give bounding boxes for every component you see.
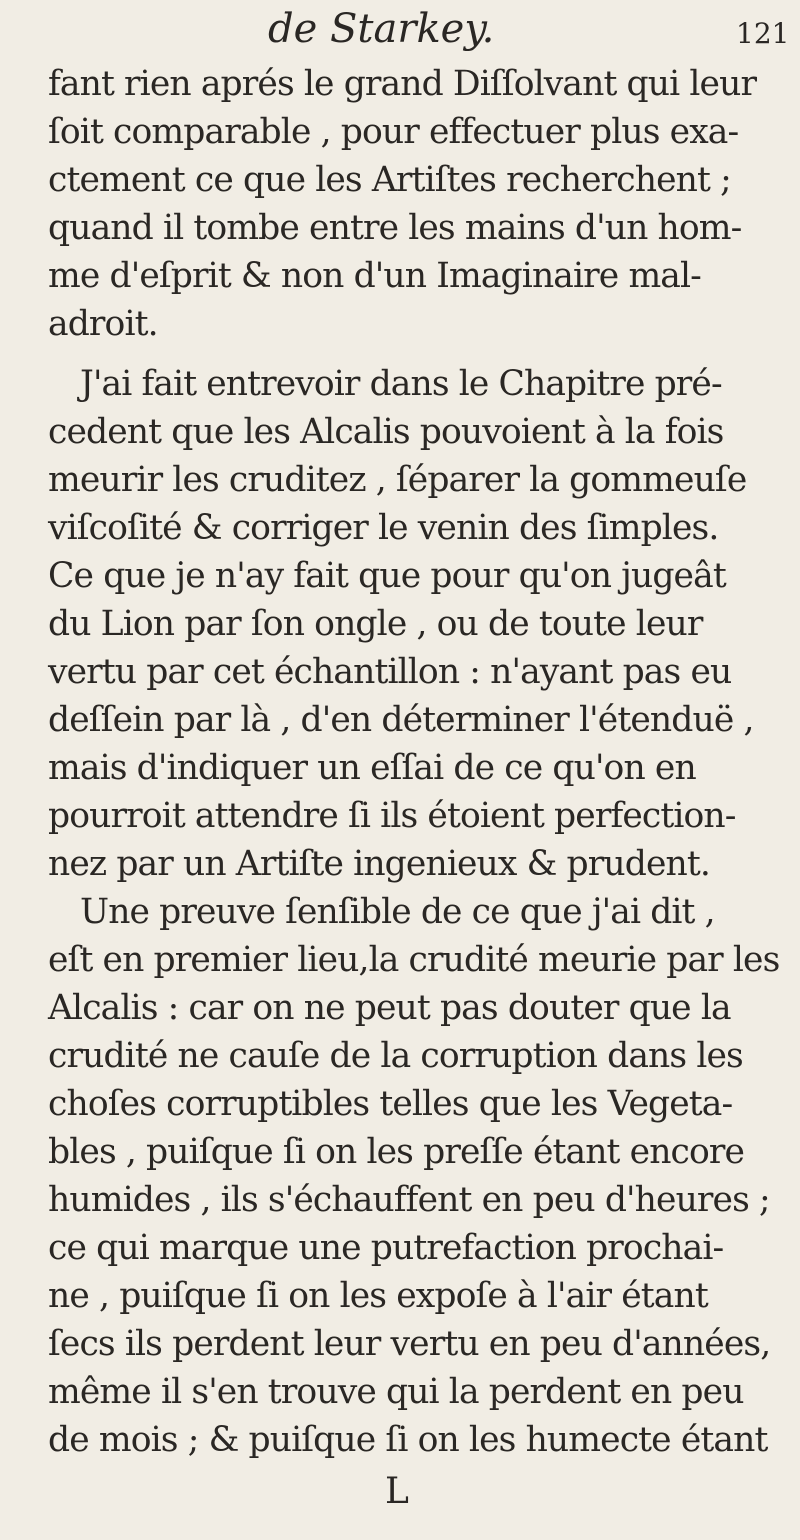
text-line: humides , ils s'échauffent en peu d'heures ; bbox=[48, 1180, 770, 1220]
text-line: même il s'en trouve qui la perdent en peu bbox=[48, 1372, 744, 1412]
text-line: Ce que je n'ay fait que pour qu'on jugeât bbox=[48, 556, 726, 596]
text-line: eſt en premier lieu,la crudité meurie par les bbox=[48, 940, 780, 980]
text-line: choſes corruptibles telles que les Vegeta- bbox=[48, 1084, 733, 1124]
text-line: me d'eſprit & non d'un Imaginaire mal- bbox=[48, 256, 701, 296]
page-number: 121 bbox=[736, 17, 790, 50]
text-line: mais d'indiquer un eſſai de ce qu'on en bbox=[48, 748, 696, 788]
text-line: ctement ce que les Artiſtes recherchent ; bbox=[48, 160, 731, 200]
text-line: crudité ne cauſe de la corruption dans les bbox=[48, 1036, 743, 1076]
page-header bbox=[0, 2, 800, 54]
running-title: de Starkey. bbox=[268, 6, 495, 52]
text-line: meurir les cruditez , ſéparer la gommeuſe bbox=[48, 460, 747, 500]
text-line: cedent que les Alcalis pouvoient à la fois bbox=[48, 412, 724, 452]
text-line: quand il tombe entre les mains d'un hom- bbox=[48, 208, 742, 248]
text-line: deſſein par là , d'en déterminer l'étenduë , bbox=[48, 700, 754, 740]
text-line: fant rien aprés le grand Diſſolvant qui leur bbox=[48, 64, 757, 104]
text-line: du Lion par ſon ongle , ou de toute leur bbox=[48, 604, 703, 644]
text-line: ſoit comparable , pour effectuer plus exa- bbox=[48, 112, 739, 152]
text-line: ce qui marque une putrefaction prochai- bbox=[48, 1228, 724, 1268]
text-line: Alcalis : car on ne peut pas douter que la bbox=[48, 988, 731, 1028]
text-line: adroit. bbox=[48, 304, 158, 344]
signature-mark: L bbox=[385, 1471, 409, 1512]
text-line: pourroit attendre ſi ils étoient perfection- bbox=[48, 796, 736, 836]
paragraph-start-line: Une preuve ſenſible de ce que j'ai dit , bbox=[80, 892, 715, 932]
text-line: bles , puiſque ſi on les preſſe étant encore bbox=[48, 1132, 745, 1172]
paragraph-start-line: J'ai fait entrevoir dans le Chapitre pré- bbox=[80, 364, 722, 404]
text-line: de mois ; & puiſque ſi on les humecte étant bbox=[48, 1420, 768, 1460]
text-line: viſcoſité & corriger le venin des ſimples. bbox=[48, 508, 719, 548]
text-line: vertu par cet échantillon : n'ayant pas eu bbox=[48, 652, 732, 692]
text-line: ſecs ils perdent leur vertu en peu d'années, bbox=[48, 1324, 771, 1364]
text-line: nez par un Artiſte ingenieux & prudent. bbox=[48, 844, 710, 884]
text-line: ne , puiſque ſi on les expoſe à l'air étant bbox=[48, 1276, 708, 1316]
